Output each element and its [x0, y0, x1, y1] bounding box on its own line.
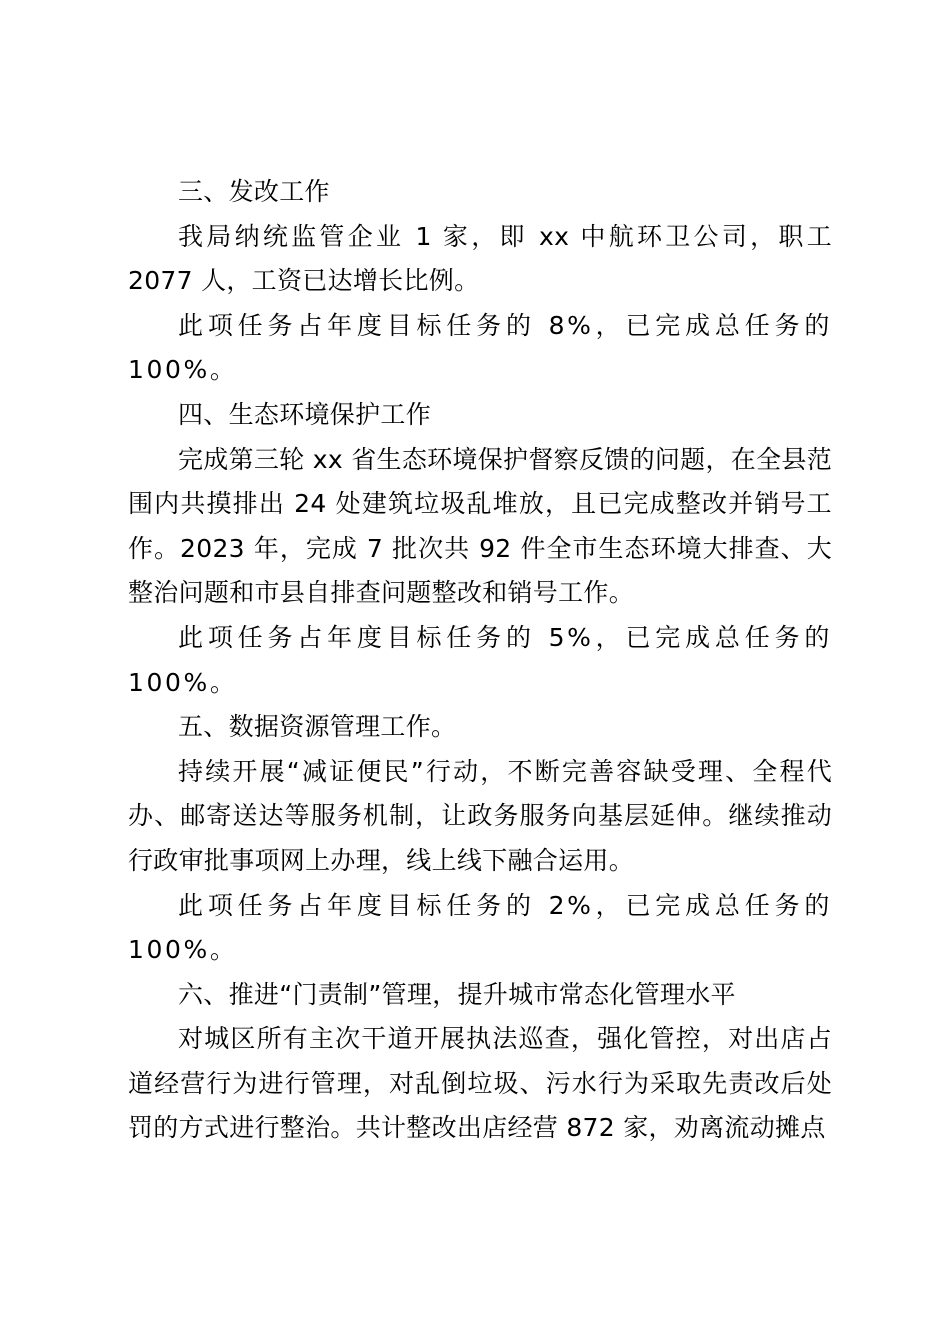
section-heading-door-responsibility: 六、推进“门责制”管理，提升城市常态化管理水平 [178, 979, 736, 1009]
section-heading-fagai: 三、发改工作 [178, 177, 330, 206]
paragraph-door-responsibility-enforcement: 对城区所有主次干道开展执法巡查，强化管控，对出店占道经营行为进行管理，对乱倒垃圾、污水行为采取先责改后处罚的方式进行整治。共计整改出店经营 872 家，劝离流动摊点 [128, 1024, 832, 1143]
section-heading-ecology: 四、生态环境保护工作 [178, 399, 432, 429]
paragraph-data-resources-service: 持续开展“减证便民”行动，不断完善容缺受理、全程代办、邮寄送达等服务机制，让政务服务向基层延伸。继续推动行政审批事项网上办理，线上线下融合运用。 [128, 756, 832, 875]
section-heading-data-resources: 五、数据资源管理工作。 [178, 712, 457, 742]
paragraph-ecology-progress: 此项任务占年度目标任务的 5%，已完成总任务的 100%。 [128, 622, 832, 697]
paragraph-ecology-rectification: 完成第三轮 xx 省生态环境保护督察反馈的问题，在全县范围内共摸排出 24 处建筑垃圾乱堆放，且已完成整改并销号工作。2023 年，完成 7 批次共 92 件全市生态环境大排查、大整治问题和市县自排查问题整改和销号工作。 [128, 444, 832, 608]
paragraph-data-resources-progress: 此项任务占年度目标任务的 2%，已完成总任务的 100%。 [128, 890, 832, 965]
document-body [128, 170, 832, 1151]
paragraph-fagai-enterprise: 我局纳统监管企业 1 家，即 xx 中航环卫公司，职工 2077 人，工资已达增长比例。 [128, 221, 832, 296]
paragraph-fagai-progress: 此项任务占年度目标任务的 8%，已完成总任务的 100%。 [128, 310, 832, 385]
